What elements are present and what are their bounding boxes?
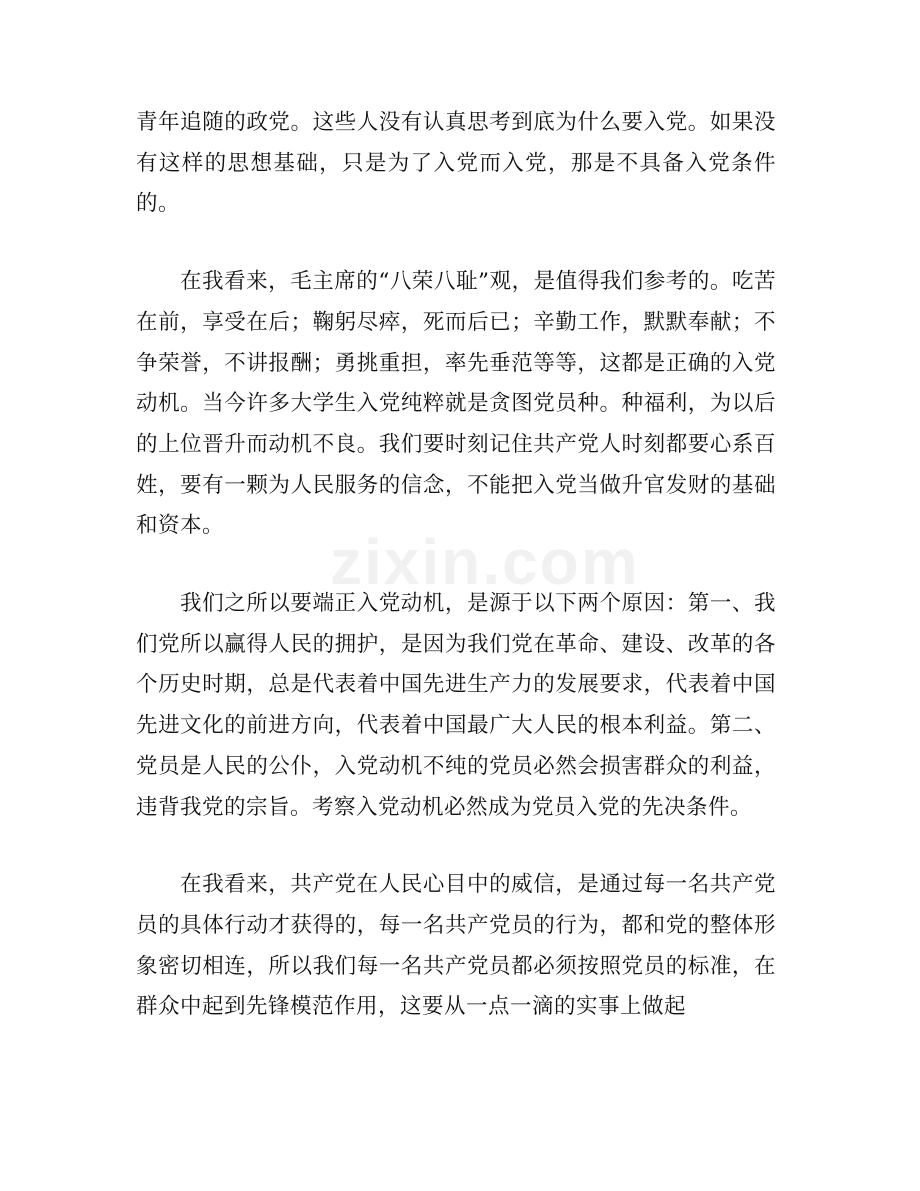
document-body	[136, 103, 776, 1065]
paragraph-4: 在我看来，共产党在人民心目中的威信，是通过每一名共产党员的具体行动才获得的，每一名共产党员的行为，都和党的整体形象密切相连，所以我们每一名共产党员都必须按照党员的标准，在群众中起到先锋模范作用，这要从一点一滴的实事上做起	[136, 872, 776, 1020]
paragraph-2: 在我看来，毛主席的“八荣八耻”观，是值得我们参考的。吃苦在前，享受在后；鞠躬尽瘁，死而后已；辛勤工作，默默奉献；不争荣誉，不讲报酬；勇挑重担，率先垂范等等，这都是正确的入党动机。当今许多大学生入党纯粹就是贪图党员种。种福利，为以后的上位晋升而动机不良。我们要时刻记住共产党人时刻都要心系百姓，要有一颗为人民服务的信念，不能把入党当做升官发财的基础和资本。	[136, 269, 776, 539]
watermark: zixin.com	[330, 526, 640, 598]
paragraph-3: 我们之所以要端正入党动机，是源于以下两个原因：第一、我们党所以赢得人民的拥护，是因为我们党在革命、建设、改革的各个历史时期，总是代表着中国先进生产力的发展要求，代表着中国先进文化的前进方向，代表着中国最广大人民的根本利益。第二、党员是人民的公仆，入党动机不纯的党员必然会损害群众的利益，违背我党的宗旨。考察入党动机必然成为党员入党的先决条件。	[136, 591, 776, 820]
paragraph-1: 青年追随的政党。这些人没有认真思考到底为什么要入党。如果没有这样的思想基础，只是为了入党而入党，那是不具备入党条件的。	[136, 110, 776, 217]
